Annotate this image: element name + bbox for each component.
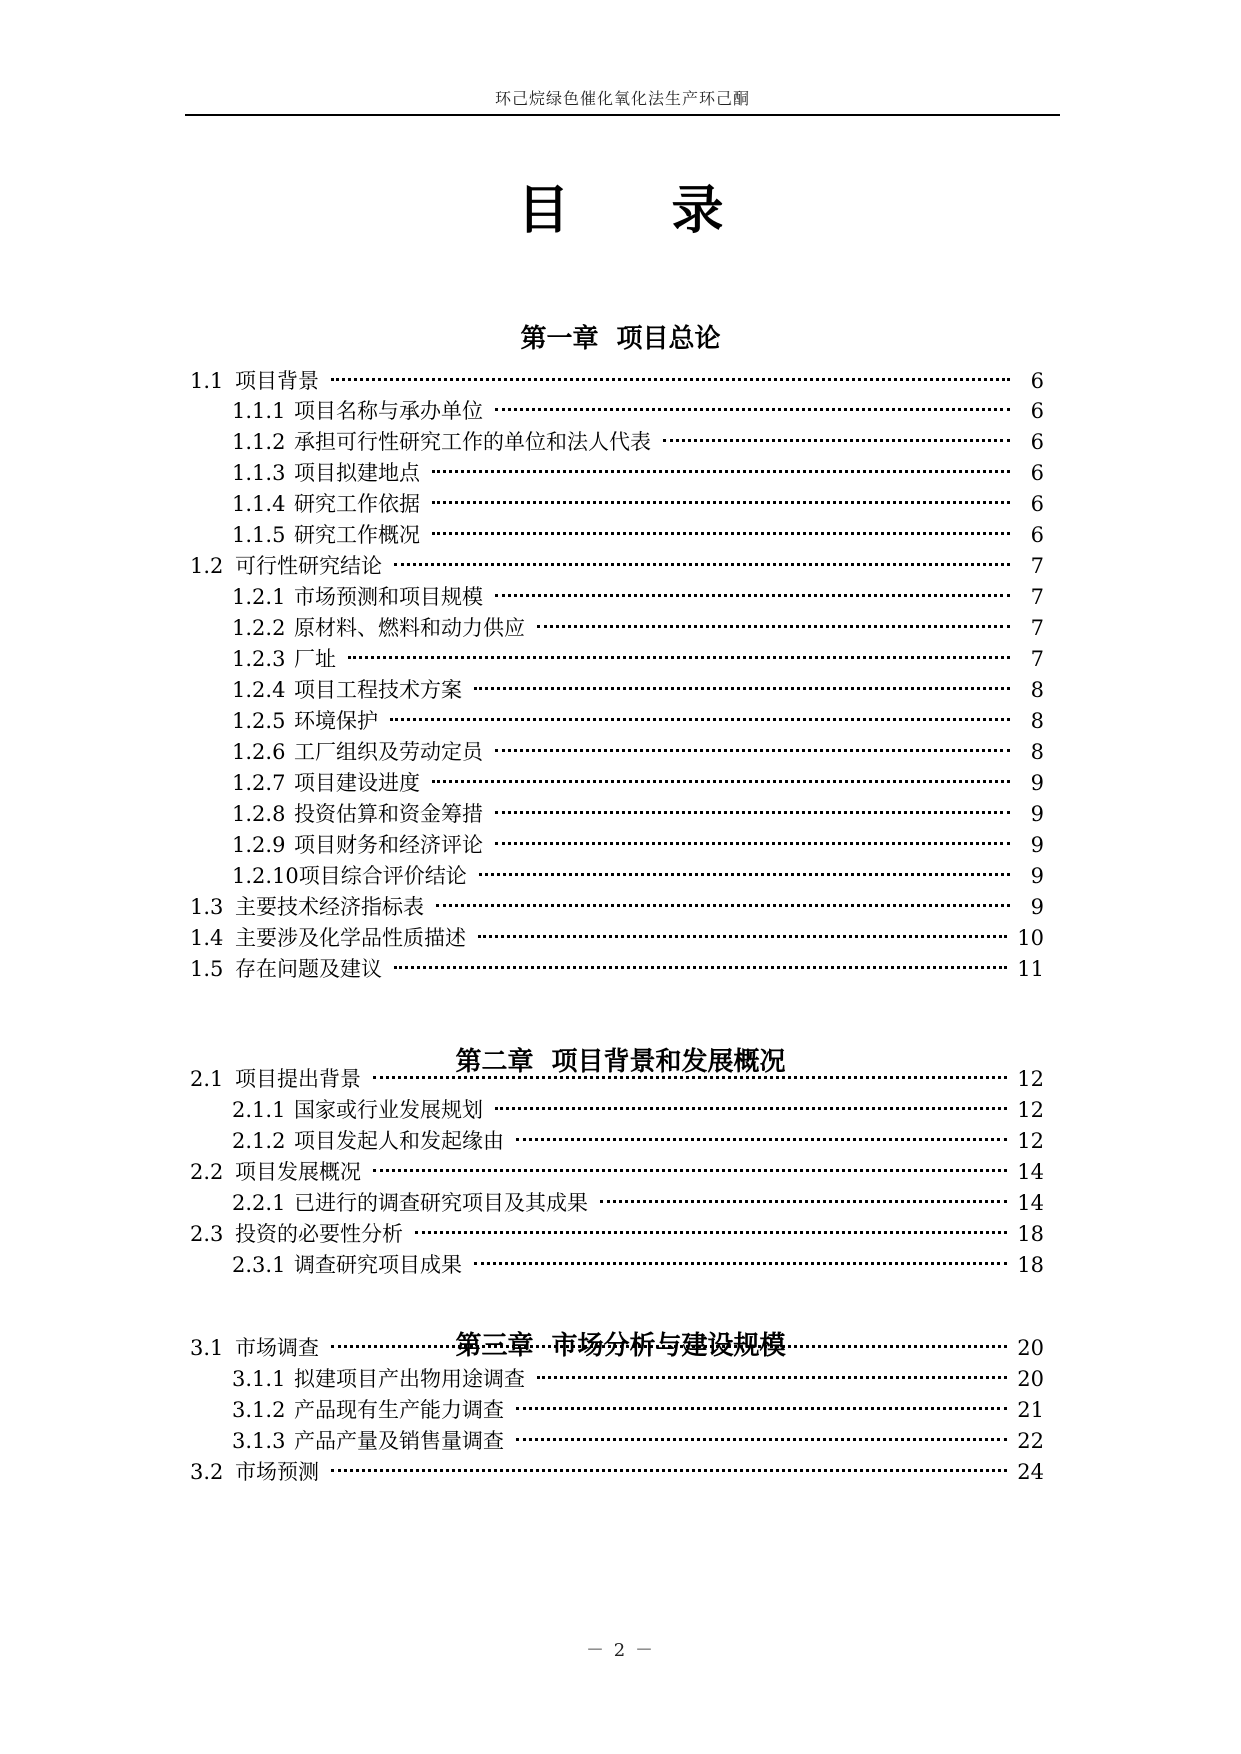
chapter-heading: 第三章 市场分析与建设规模 [455,1331,786,1361]
toc-text: 国家或行业发展规划 [294,1098,483,1122]
toc-entry[interactable] [232,1426,1044,1456]
dot-leader [495,408,1010,411]
toc-page: 9 [1030,864,1044,888]
toc-entry[interactable] [190,1333,1044,1363]
dot-leader [479,873,1010,876]
toc-text: 项目建设进度 [294,771,420,795]
toc-text: 厂址 [294,647,336,671]
toc-page: 20 [1017,1336,1044,1360]
toc-text: 产品现有生产能力调查 [294,1398,504,1422]
toc-number: 3.2 [190,1460,224,1484]
toc-text: 可行性研究结论 [235,554,382,578]
document-title [0,168,1241,243]
toc-page: 9 [1030,895,1044,919]
toc-entry[interactable] [190,1157,1044,1187]
toc-text: 投资的必要性分析 [235,1222,403,1246]
dot-leader [373,1169,1007,1172]
toc-number: 3.1.2 [232,1398,286,1422]
toc-number: 2.1 [190,1067,224,1091]
toc-number: 3.1 [190,1336,224,1360]
dot-leader [436,904,1010,907]
dot-leader [495,842,1010,845]
dot-leader [663,439,1010,442]
dot-leader [432,470,1010,473]
toc-text: 市场调查 [235,1336,319,1360]
toc-text: 存在问题及建议 [235,957,382,981]
dot-leader [390,718,1010,721]
toc-page: 6 [1030,523,1044,547]
toc-page: 7 [1030,647,1044,671]
toc-page: 20 [1017,1367,1044,1391]
dot-leader [432,780,1010,783]
toc-page: 7 [1030,616,1044,640]
toc-entry[interactable] [232,458,1044,488]
toc-page: 6 [1030,430,1044,454]
toc-text: 项目财务和经济评论 [294,833,483,857]
toc-number: 1.1.3 [232,461,286,485]
toc-text: 工厂组织及劳动定员 [294,740,483,764]
toc-text: 项目发起人和发起缘由 [294,1129,504,1153]
toc-number: 1.2 [190,554,224,578]
toc-entry[interactable] [232,675,1044,705]
toc-text: 市场预测 [235,1460,319,1484]
dot-leader [495,811,1010,814]
toc-page: 8 [1030,678,1044,702]
toc-number: 1.2.7 [232,771,286,795]
toc-number: 1.1.2 [232,430,286,454]
dot-leader [331,1345,1007,1348]
toc-number: 2.3.1 [232,1253,286,1277]
toc-number: 1.2.3 [232,647,286,671]
toc-text: 主要涉及化学品性质描述 [235,926,466,950]
toc-entry[interactable] [232,1395,1044,1425]
dot-leader [474,1262,1007,1265]
toc-number: 1.2.4 [232,678,286,702]
toc-number: 2.3 [190,1222,224,1246]
dot-leader [331,1469,1007,1472]
dot-leader [432,532,1010,535]
dot-leader [537,625,1010,628]
toc-text: 投资估算和资金筹措 [294,802,483,826]
toc-entry[interactable] [190,551,1044,581]
toc-number: 1.2.1 [232,585,286,609]
toc-text: 项目拟建地点 [294,461,420,485]
toc-entry[interactable] [232,520,1044,550]
toc-text: 承担可行性研究工作的单位和法人代表 [294,430,651,454]
running-header: 环己烷绿色催化氧化法生产环己酮 [494,89,750,108]
toc-page: 6 [1030,399,1044,423]
toc-page: 9 [1030,802,1044,826]
toc-number: 1.3 [190,895,224,919]
toc-entry[interactable] [232,830,1044,860]
toc-entry[interactable] [232,1126,1044,1156]
toc-page: 6 [1030,492,1044,516]
dot-leader [415,1231,1007,1234]
header-rule [185,114,1060,116]
toc-text: 项目工程技术方案 [294,678,462,702]
toc-entry[interactable] [232,799,1044,829]
toc-entry[interactable] [232,613,1044,643]
toc-text: 项目发展概况 [235,1160,361,1184]
dot-leader [474,687,1010,690]
toc-number: 1.1.5 [232,523,286,547]
dot-leader [495,749,1010,752]
dot-leader [537,1376,1007,1379]
toc-entry[interactable] [232,489,1044,519]
toc-entry[interactable] [190,1219,1044,1249]
toc-text: 环境保护 [294,709,378,733]
toc-page: 18 [1017,1222,1044,1246]
toc-entry[interactable] [232,768,1044,798]
toc-number: 2.1.1 [232,1098,286,1122]
title-char-left: 目 [517,181,570,241]
toc-entry[interactable] [190,1457,1044,1487]
toc-page: 21 [1017,1398,1044,1422]
toc-number: 3.1.3 [232,1429,286,1453]
dot-leader [331,378,1010,381]
toc-entry[interactable] [232,1364,1044,1394]
toc-page: 18 [1017,1253,1044,1277]
dot-leader [394,966,1007,969]
toc-page: 12 [1017,1098,1044,1122]
toc-text: 主要技术经济指标表 [235,895,424,919]
toc-page: 24 [1017,1460,1044,1484]
toc-number: 3.1.1 [232,1367,286,1391]
toc-text: 项目背景 [235,369,319,393]
toc-entry[interactable] [232,706,1044,736]
toc-entry[interactable] [232,861,1044,891]
toc-number: 1.1 [190,369,224,393]
toc-text: 已进行的调查研究项目及其成果 [294,1191,588,1215]
chapter-heading: 第一章 项目总论 [520,324,721,354]
toc-entry[interactable] [232,737,1044,767]
toc-text: 市场预测和项目规模 [294,585,483,609]
toc-page: 8 [1030,709,1044,733]
toc-number: 1.2.9 [232,833,286,857]
toc-page: 12 [1017,1067,1044,1091]
toc-number: 1.1.1 [232,399,286,423]
page-number: － 2 － [586,1640,655,1661]
toc-text: 项目提出背景 [235,1067,361,1091]
dot-leader [348,656,1010,659]
toc-page: 6 [1030,369,1044,393]
toc-number: 1.2.5 [232,709,286,733]
dot-leader [600,1200,1007,1203]
toc-entry[interactable] [190,366,1044,396]
toc-text: 原材料、燃料和动力供应 [294,616,525,640]
dot-leader [478,935,1007,938]
toc-entry[interactable] [190,1064,1044,1094]
toc-page: 14 [1017,1160,1044,1184]
title-char-right: 录 [671,181,724,241]
toc-number: 2.2.1 [232,1191,286,1215]
toc-number: 1.5 [190,957,224,981]
dot-leader [373,1076,1007,1079]
dot-leader [516,1438,1007,1441]
toc-entry[interactable] [232,1250,1044,1280]
dot-leader [516,1138,1007,1141]
toc-number: 2.2 [190,1160,224,1184]
toc-page: 11 [1017,957,1044,981]
dot-leader [495,594,1010,597]
toc-number: 1.2.10 [232,864,299,888]
toc-entry[interactable] [232,644,1044,674]
toc-entry[interactable] [190,923,1044,953]
toc-entry[interactable] [232,427,1044,457]
dot-leader [432,501,1010,504]
dot-leader [394,563,1010,566]
toc-number: 1.4 [190,926,224,950]
toc-page: 8 [1030,740,1044,764]
toc-text: 拟建项目产出物用途调查 [294,1367,525,1391]
toc-number: 1.2.8 [232,802,286,826]
toc-entry[interactable] [232,1188,1044,1218]
toc-page: 6 [1030,461,1044,485]
toc-page: 22 [1017,1429,1044,1453]
toc-page: 7 [1030,585,1044,609]
dot-leader [516,1407,1007,1410]
toc-text: 研究工作依据 [294,492,420,516]
toc-number: 1.1.4 [232,492,286,516]
toc-entry[interactable] [232,396,1044,426]
toc-page: 9 [1030,771,1044,795]
toc-entry[interactable] [232,582,1044,612]
chapter-heading: 第二章 项目背景和发展概况 [455,1047,786,1077]
toc-number: 1.2.6 [232,740,286,764]
toc-page: 9 [1030,833,1044,857]
toc-text: 项目综合评价结论 [298,864,467,888]
toc-text: 研究工作概况 [294,523,420,547]
toc-page: 7 [1030,554,1044,578]
toc-number: 2.1.2 [232,1129,286,1153]
toc-text: 项目名称与承办单位 [294,399,483,423]
toc-text: 调查研究项目成果 [294,1253,462,1277]
toc-entry[interactable] [190,954,1044,984]
toc-number: 1.2.2 [232,616,286,640]
dot-leader [495,1107,1007,1110]
toc-page: 12 [1017,1129,1044,1153]
toc-page: 14 [1017,1191,1044,1215]
toc-text: 产品产量及销售量调查 [294,1429,504,1453]
toc-entry[interactable] [232,1095,1044,1125]
toc-page: 10 [1017,926,1044,950]
toc-entry[interactable] [190,892,1044,922]
